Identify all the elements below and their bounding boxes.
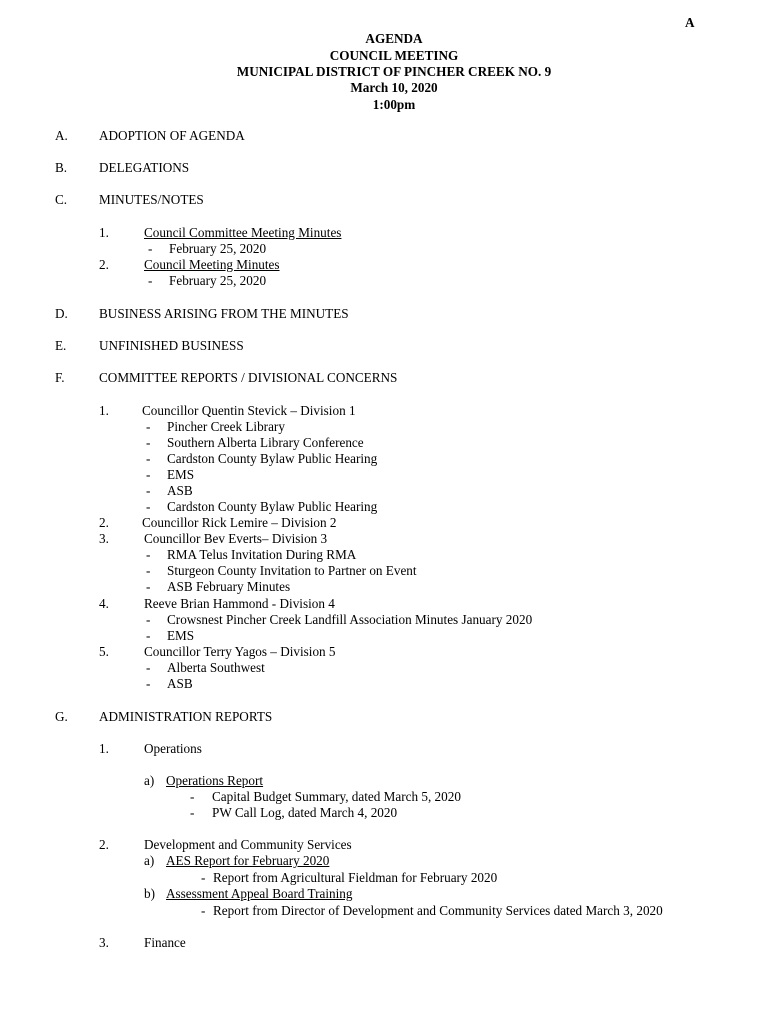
council-meeting-minutes-link[interactable]: Council Meeting Minutes: [144, 257, 280, 272]
section-title-adoption-of-agenda: ADOPTION OF AGENDA: [99, 128, 245, 143]
sub-item: February 25, 2020: [169, 241, 267, 256]
sub-item: EMS: [167, 467, 195, 482]
section-letter: D.: [55, 306, 68, 321]
page-marker: A: [685, 15, 695, 30]
operations-report-link[interactable]: Operations Report: [166, 773, 264, 788]
item-number: 4.: [99, 596, 109, 611]
sub-item: Alberta Southwest: [167, 660, 265, 675]
section-title-unfinished-business: UNFINISHED BUSINESS: [99, 338, 244, 353]
development-heading: Development and Community Services: [144, 837, 352, 852]
sub-item: Southern Alberta Library Conference: [167, 435, 364, 450]
bullet-dash: -: [146, 579, 151, 594]
bullet-dash: -: [146, 467, 151, 482]
bullet-dash: -: [148, 273, 153, 288]
section-title-administration-reports: ADMINISTRATION REPORTS: [99, 709, 273, 724]
sub-item: Cardston County Bylaw Public Hearing: [167, 451, 378, 466]
item-number: 2.: [99, 515, 109, 530]
item-number: 3.: [99, 935, 109, 950]
reeve-heading: Reeve Brian Hammond - Division 4: [144, 596, 335, 611]
header-date: March 10, 2020: [350, 80, 438, 95]
bullet-dash: -: [146, 435, 151, 450]
header-municipality: MUNICIPAL DISTRICT OF PINCHER CREEK NO. 9: [236, 64, 552, 79]
section-letter: C.: [55, 192, 68, 207]
item-number: 1.: [99, 403, 109, 418]
bullet-dash: -: [146, 628, 151, 643]
sub-item: RMA Telus Invitation During RMA: [167, 547, 357, 562]
section-title-delegations: DELEGATIONS: [99, 160, 190, 175]
bullet-dash: -: [146, 563, 151, 578]
section-letter: G.: [55, 709, 68, 724]
item-number: 1.: [99, 225, 109, 240]
aes-report-link[interactable]: AES Report for February 2020: [166, 853, 330, 868]
councillor-heading: Councillor Terry Yagos – Division 5: [144, 644, 336, 659]
sub-item: ASB: [167, 676, 193, 691]
sub-item: February 25, 2020: [169, 273, 267, 288]
item-number: 2.: [99, 837, 109, 852]
bullet-dash: -: [146, 451, 151, 466]
bullet-dash: -: [146, 547, 151, 562]
section-letter: B.: [55, 160, 68, 175]
header-meeting-type: COUNCIL MEETING: [329, 48, 459, 63]
section-letter: F.: [55, 370, 65, 385]
operations-heading: Operations: [144, 741, 202, 756]
sub-item: Report from Director of Development and Community Services dated March 3, 2020: [213, 903, 663, 918]
councillor-heading: Councillor Quentin Stevick – Division 1: [142, 403, 356, 418]
bullet-dash: -: [146, 499, 151, 514]
bullet-dash: -: [146, 419, 151, 434]
sub-label: b): [144, 886, 155, 901]
section-title-committee-reports: COMMITTEE REPORTS / DIVISIONAL CONCERNS: [99, 370, 398, 385]
sub-item: PW Call Log, dated March 4, 2020: [212, 805, 398, 820]
sub-item: Pincher Creek Library: [167, 419, 285, 434]
sub-item: Report from Agricultural Fieldman for February 2020: [213, 870, 498, 885]
bullet-dash: -: [146, 660, 151, 675]
council-committee-minutes-link[interactable]: Council Committee Meeting Minutes: [144, 225, 342, 240]
item-number: 2.: [99, 257, 109, 272]
item-number: 3.: [99, 531, 109, 546]
item-number: 1.: [99, 741, 109, 756]
sub-label: a): [144, 773, 155, 788]
bullet-dash: -: [201, 903, 206, 918]
sub-item: Capital Budget Summary, dated March 5, 2020: [212, 789, 461, 804]
bullet-dash: -: [148, 241, 153, 256]
section-letter: E.: [55, 338, 67, 353]
councillor-heading: Councillor Rick Lemire – Division 2: [142, 515, 337, 530]
bullet-dash: -: [146, 612, 151, 627]
bullet-dash: -: [146, 676, 151, 691]
sub-item: Crowsnest Pincher Creek Landfill Association Minutes January 2020: [167, 612, 533, 627]
assessment-appeal-board-link[interactable]: Assessment Appeal Board Training: [166, 886, 353, 901]
sub-item: Cardston County Bylaw Public Hearing: [167, 499, 378, 514]
bullet-dash: -: [146, 483, 151, 498]
sub-item: ASB February Minutes: [167, 579, 291, 594]
councillor-heading: Councillor Bev Everts– Division 3: [144, 531, 328, 546]
sub-item: ASB: [167, 483, 193, 498]
section-title-minutes-notes: MINUTES/NOTES: [99, 192, 204, 207]
item-number: 5.: [99, 644, 109, 659]
section-title-business-arising: BUSINESS ARISING FROM THE MINUTES: [99, 306, 349, 321]
section-letter: A.: [55, 128, 68, 143]
sub-item: Sturgeon County Invitation to Partner on Event: [167, 563, 417, 578]
bullet-dash: -: [190, 789, 195, 804]
header-time: 1:00pm: [372, 97, 416, 112]
bullet-dash: -: [190, 805, 195, 820]
bullet-dash: -: [201, 870, 206, 885]
sub-label: a): [144, 853, 155, 868]
sub-item: EMS: [167, 628, 195, 643]
finance-heading: Finance: [144, 935, 186, 950]
header-title: AGENDA: [365, 31, 423, 46]
